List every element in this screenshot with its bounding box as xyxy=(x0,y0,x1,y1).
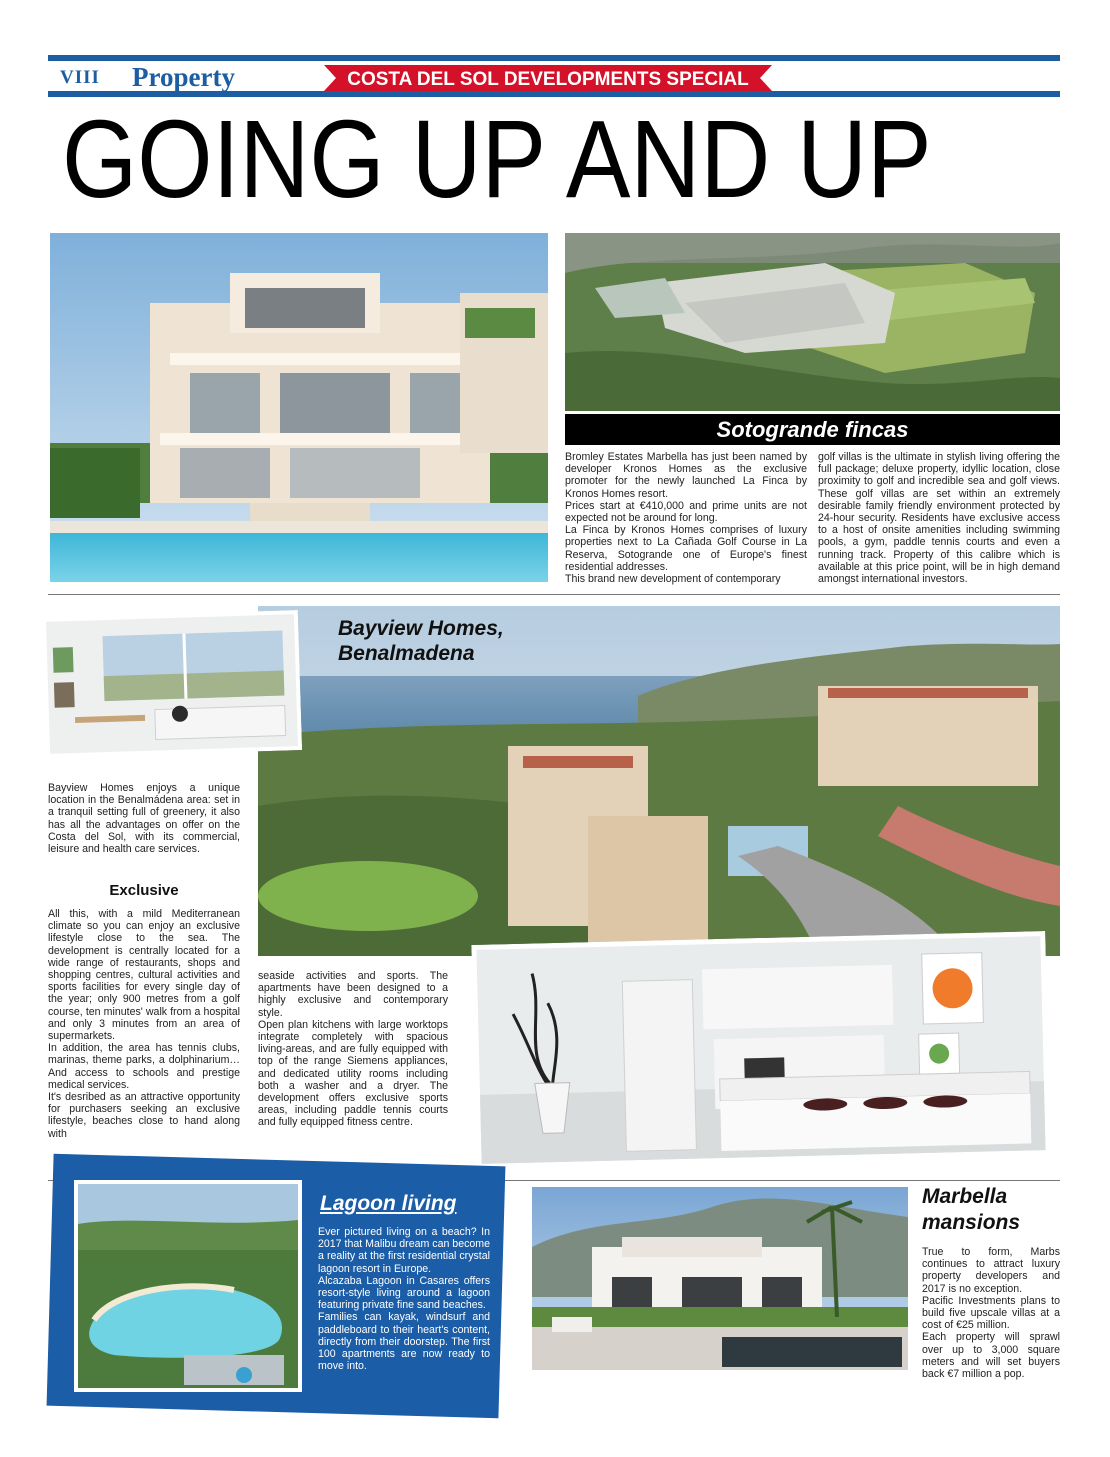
paragraph: seaside activities and sports. The apartments have been designed to a highly exclusive and contemporary style. xyxy=(258,970,448,1019)
section-header xyxy=(48,55,1060,97)
section-name: Property xyxy=(132,62,235,92)
paragraph: It's desribed as an attractive opportunity for purchasers seeking an exclusive lifestyle, beaches close to hand along with xyxy=(48,1091,240,1140)
bayview-title-line-1: Bayview Homes, xyxy=(338,617,504,640)
paragraph: Bromley Estates Marbella has just been named by developer Kronos Homes as the exclusive promoter for the newly launched La Finca by Kronos Homes resort. xyxy=(565,451,807,500)
lagoon-title: Lagoon living xyxy=(320,1192,457,1215)
paragraph: golf villas is the ultimate in stylish living offering the full package; deluxe property, idyllic location, close proximity to golf and incredible sea and golf views. These golf villas are set within an extremely desirable family friendly environment protected by 24-hour security. Residents have exclusive access to a host of onsite amenities including swimming pools, a gym, paddle tennis courts and even a running track. Property of this calibre which is available at this price point, will be in high demand amongst international investors. xyxy=(818,451,1060,586)
bayview-intro xyxy=(48,782,240,855)
special-label: COSTA DEL SOL DEVELOPMENTS SPECIAL xyxy=(347,69,749,90)
divider xyxy=(48,594,1060,595)
bayview-title xyxy=(338,616,598,666)
paragraph: This brand new development of contemporary xyxy=(565,573,781,586)
paragraph: Open plan kitchens with large worktops integrate completely with spacious living-areas, and are fully equipped with top of the range Siemens appliances, and dedicated utility rooms including both a washer and a dryer. The development offers exclusive sports areas, including paddle tennis courts and fully equipped fitness centre. xyxy=(258,1018,448,1129)
paragraph: Families can kayak, windsurf and paddleboard to their heart's content, directly from their doorstep. The first 100 apartments are now ready to move into. xyxy=(318,1311,490,1373)
marbella-title-line-2: mansions xyxy=(922,1211,1021,1234)
marbella-title-line-1: Marbella xyxy=(922,1185,1008,1208)
sotogrande-title-bar xyxy=(565,414,1060,445)
sotogrande-column-2 xyxy=(818,451,1060,585)
paragraph: Alcazaba Lagoon in Casares offers resort-style living around a lagoon featuring private fine sand beaches. xyxy=(318,1274,490,1312)
paragraph: Prices start at €410,000 and prime units are not expected not be around for long. xyxy=(565,499,807,525)
bayview-living-room-photo xyxy=(42,610,302,758)
lagoon-text xyxy=(318,1226,490,1372)
paragraph: Pacific Investments plans to build five upscale villas at a cost of €25 million. xyxy=(922,1294,1060,1332)
marbella-title xyxy=(922,1184,1062,1236)
paragraph: Bayview Homes enjoys a unique location in the Benalmádena area: set in a tranquil setting full of greenery, it also has all the advantages on offer on the Costa del Sol, with its commercial, leisure and health care services. xyxy=(48,782,240,856)
paragraph: True to form, Marbs continues to attract luxury property developers and 2017 is no exception. xyxy=(922,1246,1060,1295)
bayview-subhead: Exclusive xyxy=(109,882,179,899)
aerial-golf-photo xyxy=(565,233,1060,411)
sotogrande-title: Sotogrande fincas xyxy=(716,417,909,442)
kitchen-photo xyxy=(471,931,1050,1169)
paragraph: All this, with a mild Mediterranean climate so you can enjoy an exclusive lifestyle close to the sea. The development is centrally located for a wide range of restaurants, shops and shopping centres, cultural activities and sports facilities for every single day of the year; only 900 metres from a golf course, ten minutes' walk from a hospital and only 3 minutes from an area of supermarkets. xyxy=(48,908,240,1043)
bayview-column-3 xyxy=(258,970,448,1129)
bayview-title-line-2: Benalmadena xyxy=(338,642,475,665)
villa-pool-photo xyxy=(50,233,548,582)
marbella-text xyxy=(922,1246,1060,1380)
sotogrande-column-1 xyxy=(565,451,807,585)
paragraph: Ever pictured living on a beach? In 2017 that Malibu dream can become a reality at the first residential crystal lagoon resort in Europe. xyxy=(318,1226,490,1275)
marbella-mansion-photo xyxy=(532,1187,908,1370)
paragraph: Each property will sprawl over up to 3,000 square meters and will set buyers back €7 million a pop. xyxy=(922,1331,1060,1381)
lagoon-aerial-photo xyxy=(74,1180,302,1392)
section-number: VIII xyxy=(60,67,100,88)
paragraph: La Finca by Kronos Homes comprises of luxury properties next to La Cañada Golf Course in La Reserva, Sotogrande one of Europe's finest residential addresses. xyxy=(565,524,807,573)
special-ribbon xyxy=(324,65,772,91)
paragraph: In addition, the area has tennis clubs, marinas, theme parks, a dolphinarium… And access to schools and prestige medical services. xyxy=(48,1042,240,1091)
headline: GOING UP AND UP xyxy=(62,98,932,221)
section-header-inner xyxy=(48,59,1060,93)
bayview-column-2 xyxy=(48,908,240,1140)
